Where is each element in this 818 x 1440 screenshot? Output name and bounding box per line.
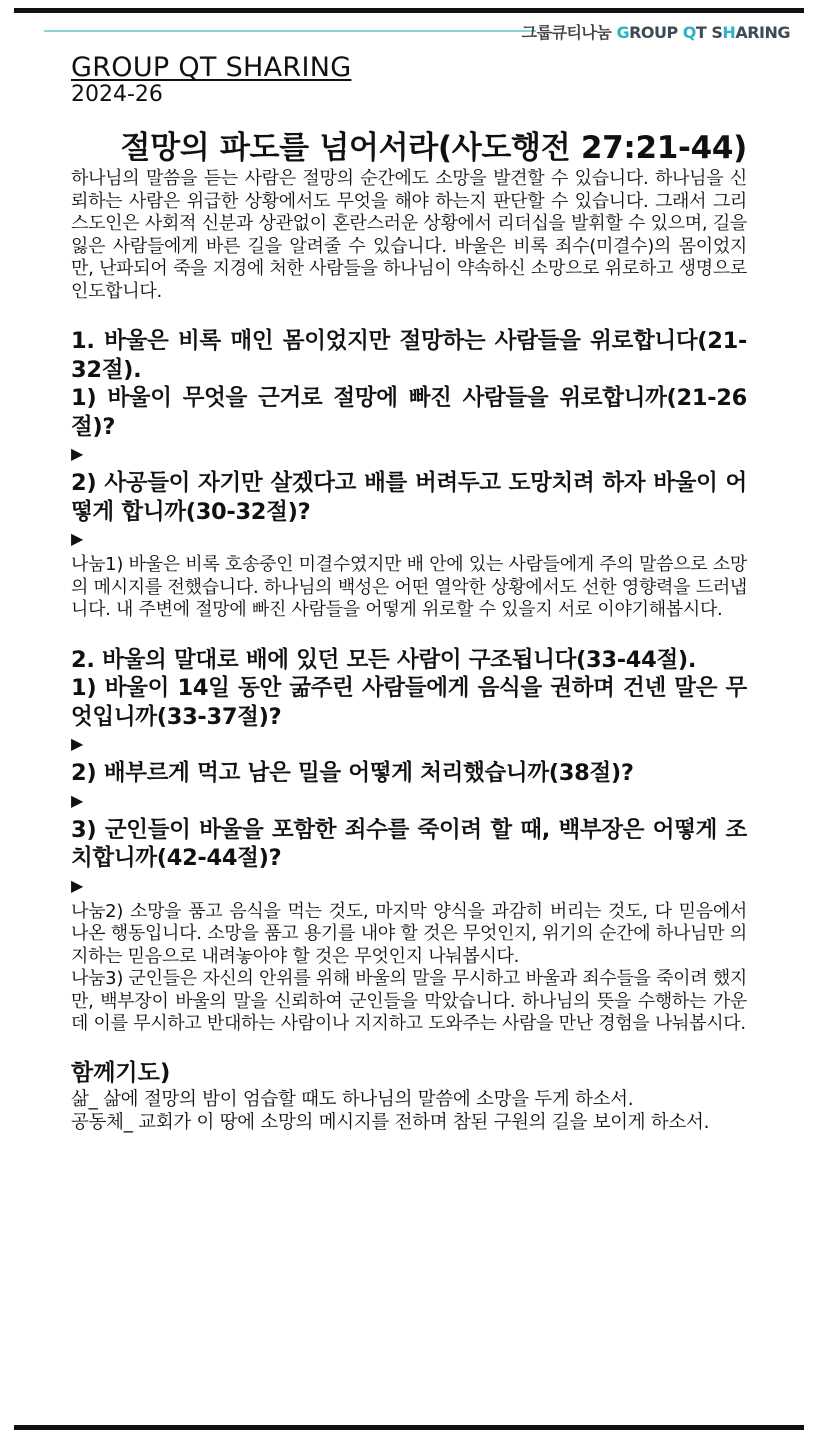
sharing-3: 나눔3) 군인들은 자신의 안위를 위해 바울의 말을 무시하고 바울과 죄수들을 죽이려 했지만, 백부장이 바울의 말을 신뢰하여 군인들을 막았습니다. 하나님의 뜻을 수행하는 가운데 이를 무시하고 반대하는 사람이나 지지하고 도와주는 사람을 만난 경험을 나눠봅시다. bbox=[71, 968, 747, 1034]
prayer-title: 함께기도) bbox=[71, 1059, 171, 1086]
prayer-life: 삶_ 삶에 절망의 밤이 엄습할 때도 하나님의 말씀에 소망을 두게 하소서. bbox=[71, 1088, 634, 1110]
section-2 bbox=[71, 646, 747, 1036]
passage-title: 절망의 파도를 넘어서라(사도행전 27:21-44) bbox=[120, 130, 747, 166]
issue-number: 2024-26 bbox=[71, 82, 163, 107]
sharing-2: 나눔2) 소망을 품고 음식을 먹는 것도, 마지막 양식을 과감히 버리는 것도, 다 믿음에서 나온 행동입니다. 소망을 품고 용기를 내야 할 것은 무엇인지, 위기의 순간에 하나님만 의지하는 믿음으로 내려놓아야 할 것은 무엇인지 나눠봅시다. bbox=[71, 900, 747, 967]
brand-korean: 그룹큐티나눔 bbox=[521, 23, 612, 42]
answer-arrow-icon: ▶ bbox=[71, 444, 84, 463]
brand-english: GROUP QT SHARING bbox=[616, 23, 790, 42]
question-2-3: 3) 군인들이 바울을 포함한 죄수를 죽이려 할 때, 백부장은 어떻게 조치합니까(42-44절)? bbox=[71, 816, 747, 871]
question-2-2: 2) 배부르게 먹고 남은 밀을 어떻게 처리했습니까(38절)? bbox=[71, 760, 634, 786]
bottom-rule bbox=[14, 1425, 804, 1430]
answer-arrow-icon: ▶ bbox=[71, 790, 84, 810]
answer-arrow-icon: ▶ bbox=[71, 734, 84, 753]
top-rule bbox=[14, 8, 804, 13]
brand-logo bbox=[522, 20, 790, 43]
prayer-section bbox=[71, 1058, 747, 1134]
sharing-1: 나눔1) 바울은 비록 호송중인 미결수였지만 배 안에 있는 사람들에게 주의 말씀으로 소망의 메시지를 전했습니다. 하나님의 백성은 어떤 열악한 상황에서도 선한 영향력을 드러냅니다. 내 주변에 절망에 빠진 사람들을 어떻게 위로할 수 있을지 서로 이야기해봅시다. bbox=[71, 554, 747, 620]
section-1-title: 1. 바울은 비록 매인 몸이었지만 절망하는 사람들을 위로합니다(21-32절). bbox=[71, 328, 747, 383]
answer-arrow-icon: ▶ bbox=[71, 529, 84, 548]
question-1-1: 1) 바울이 무엇을 근거로 절망에 빠진 사람들을 위로합니까(21-26절)? bbox=[71, 385, 747, 440]
question-2-1: 1) 바울이 14일 동안 굶주린 사람들에게 음식을 권하며 건넨 말은 무엇입니까(33-37절)? bbox=[71, 675, 747, 730]
section-2-title: 2. 바울의 말대로 배에 있던 모든 사람이 구조됩니다(33-44절). bbox=[71, 646, 697, 673]
header-line bbox=[44, 30, 536, 32]
document-title: GROUP QT SHARING bbox=[71, 52, 352, 83]
intro-paragraph: 하나님의 말씀을 듣는 사람은 절망의 순간에도 소망을 발견할 수 있습니다. 하나님을 신뢰하는 사람은 위급한 상황에서도 무엇을 해야 하는지 판단할 수 있습니다. 그래서 그리스도인은 사회적 신분과 상관없이 혼란스러운 상황에서 리더십을 발휘할 수 있으며, 길을 잃은 사람들에게 바른 길을 알려줄 수 있습니다. 바울은 비록 죄수(미결수)의 몸이었지만, 난파되어 죽을 지경에 처한 사람들을 하나님이 약속하신 소망으로 위로하고 생명으로 인도합니다. bbox=[71, 168, 747, 302]
title-block bbox=[71, 52, 747, 106]
question-1-2: 2) 사공들이 자기만 살겠다고 배를 버려두고 도망치려 하자 바울이 어떻게 합니까(30-32절)? bbox=[71, 470, 747, 525]
answer-arrow-icon: ▶ bbox=[71, 875, 84, 895]
document-body bbox=[71, 52, 747, 1134]
section-1 bbox=[71, 327, 747, 622]
prayer-community: 공동체_ 교회가 이 땅에 소망의 메시지를 전하며 참된 구원의 길을 보이게 하소서. bbox=[71, 1111, 710, 1133]
